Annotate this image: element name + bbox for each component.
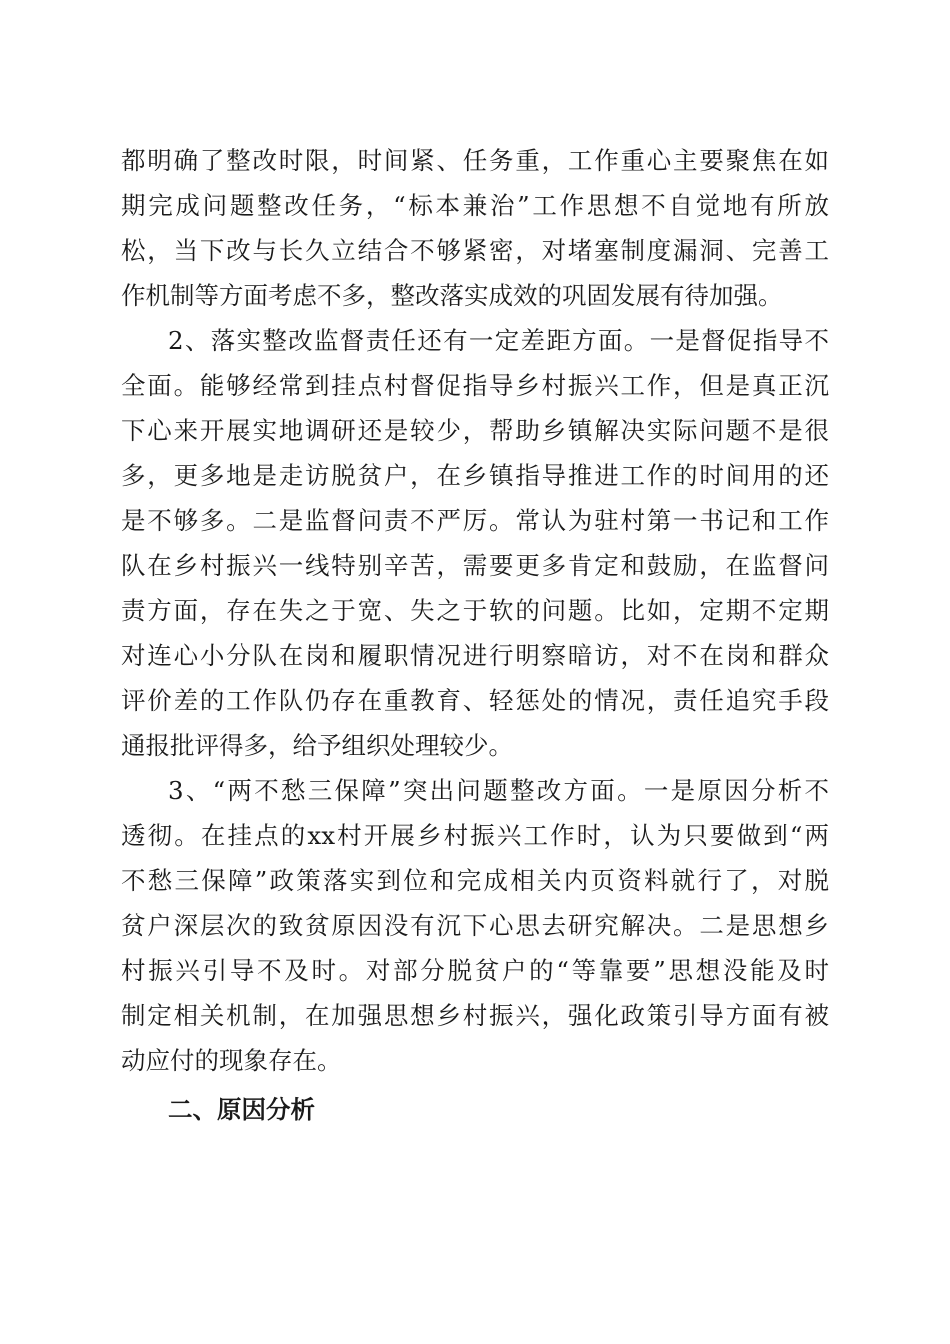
- text-line: 队在乡村振兴一线特别辛苦，需要更多肯定和鼓励，在监督问: [121, 551, 829, 580]
- text-line: 不愁三保障”政策落实到位和完成相关内页资料就行了，对脱: [121, 866, 829, 895]
- text-line: 透彻。在挂点的xx村开展乡村振兴工作时，认为只要做到“两: [121, 821, 829, 850]
- text-line: 通报批评得多，给予组织处理较少。: [121, 731, 513, 760]
- text-line: 责方面，存在失之于宽、失之于软的问题。比如，定期不定期: [121, 596, 829, 625]
- paragraph-continued: [121, 138, 829, 318]
- text-line: 全面。能够经常到挂点村督促指导乡村振兴工作，但是真正沉: [121, 371, 829, 400]
- text-line: 2、落实整改监督责任还有一定差距方面。一是督促指导不: [168, 326, 829, 355]
- text-line: 动应付的现象存在。: [121, 1046, 342, 1075]
- document-body: [121, 138, 829, 1132]
- section-heading: 二、原因分析: [168, 1095, 315, 1124]
- paragraph-2: [121, 318, 829, 768]
- text-line: 多，更多地是走访脱贫户，在乡镇指导推进工作的时间用的还: [121, 461, 829, 490]
- text-line: 对连心小分队在岗和履职情况进行明察暗访，对不在岗和群众: [121, 641, 829, 670]
- text-line: 松，当下改与长久立结合不够紧密，对堵塞制度漏洞、完善工: [121, 236, 829, 265]
- paragraph-3: [121, 768, 829, 1083]
- text-line: 期完成问题整改任务，“标本兼治”工作思想不自觉地有所放: [121, 191, 829, 220]
- text-line: 村振兴引导不及时。对部分脱贫户的“等靠要”思想没能及时: [121, 956, 829, 985]
- text-line: 都明确了整改时限，时间紧、任务重，工作重心主要聚焦在如: [121, 146, 829, 175]
- text-line: 贫户深层次的致贫原因没有沉下心思去研究解决。二是思想乡: [121, 911, 829, 940]
- text-line: 3、“两不愁三保障”突出问题整改方面。一是原因分析不: [168, 776, 829, 805]
- text-line: 是不够多。二是监督问责不严厉。常认为驻村第一书记和工作: [121, 506, 829, 535]
- text-line: 评价差的工作队仍存在重教育、轻惩处的情况，责任追究手段: [121, 686, 829, 715]
- text-line: 作机制等方面考虑不多，整改落实成效的巩固发展有待加强。: [121, 281, 783, 310]
- text-line: 制定相关机制，在加强思想乡村振兴，强化政策引导方面有被: [121, 1001, 829, 1030]
- text-line: 下心来开展实地调研还是较少，帮助乡镇解决实际问题不是很: [121, 416, 829, 445]
